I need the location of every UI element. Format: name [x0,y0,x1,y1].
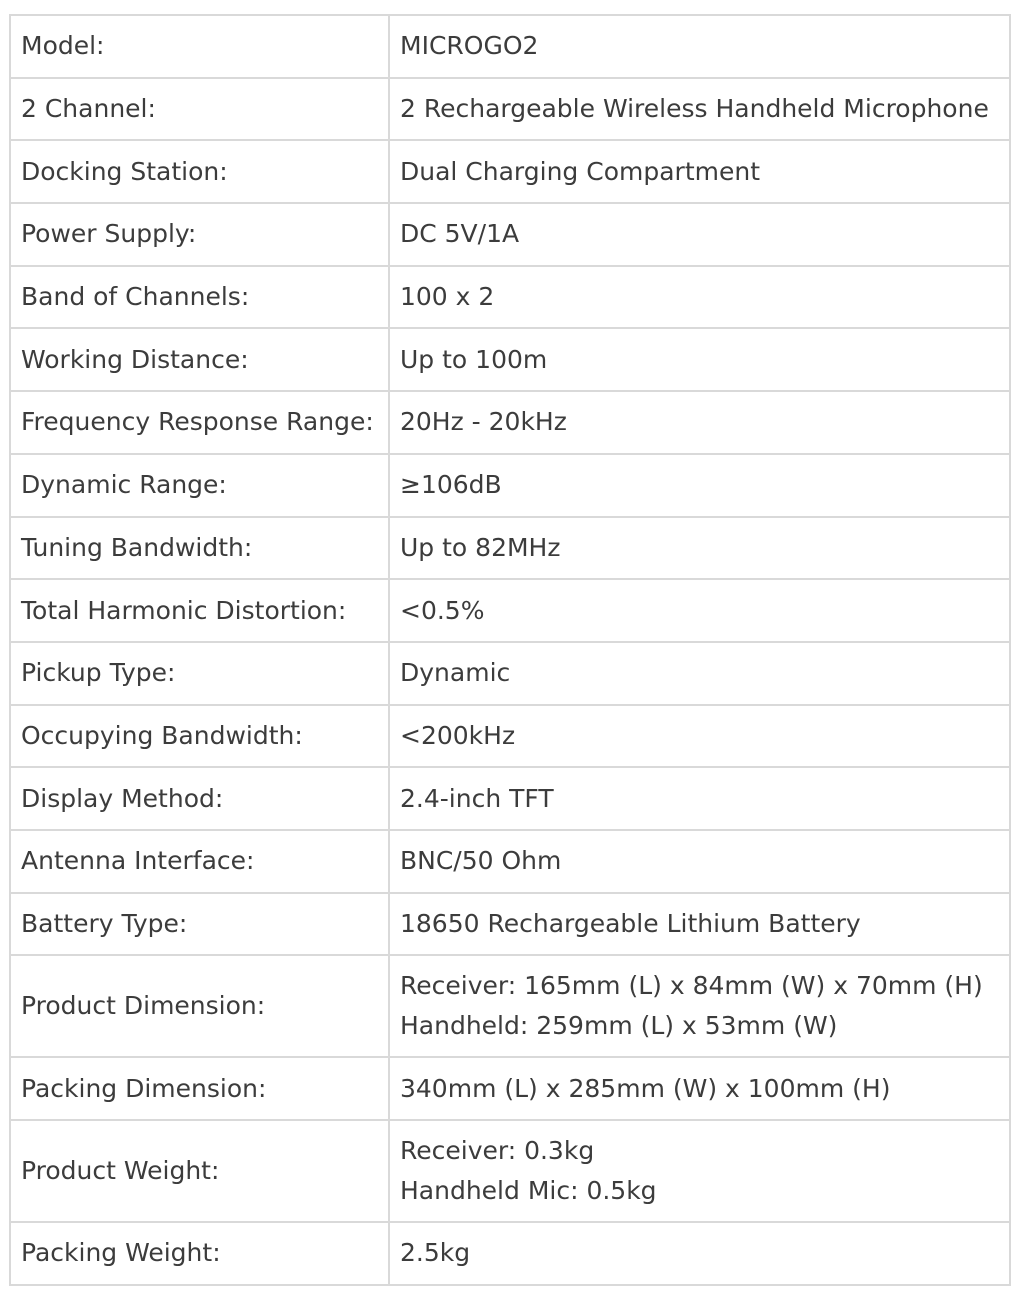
spec-value-line: 18650 Rechargeable Lithium Battery [400,908,861,938]
table-row [10,391,1010,454]
table-row [10,454,1010,517]
spec-label: Tuning Bandwidth: [10,517,389,580]
table-row [10,140,1010,203]
spec-label: Product Dimension: [10,955,389,1057]
spec-value [389,893,1010,956]
spec-label: 2 Channel: [10,78,389,141]
table-row [10,1222,1010,1285]
spec-label: Occupying Bandwidth: [10,705,389,768]
table-row [10,1057,1010,1120]
table-row [10,579,1010,642]
spec-label: Battery Type: [10,893,389,956]
spec-label: Packing Dimension: [10,1057,389,1120]
spec-value-line: 20Hz - 20kHz [400,407,567,437]
spec-label: Power Supply: [10,203,389,266]
spec-value [389,266,1010,329]
table-row [10,78,1010,141]
spec-label: Band of Channels: [10,266,389,329]
spec-value [389,391,1010,454]
spec-value [389,203,1010,266]
spec-label: Model: [10,15,389,78]
spec-value-line: <0.5% [400,595,485,625]
spec-value [389,767,1010,830]
table-row [10,830,1010,893]
spec-label: Packing Weight: [10,1222,389,1285]
spec-label: Product Weight: [10,1120,389,1222]
spec-value [389,1222,1010,1285]
spec-value [389,454,1010,517]
spec-value [389,78,1010,141]
spec-value-line: MICROGO2 [400,31,539,61]
spec-value [389,1120,1010,1222]
spec-value-line: <200kHz [400,720,516,750]
spec-value [389,830,1010,893]
spec-label: Total Harmonic Distortion: [10,579,389,642]
spec-value-line: Up to 82MHz [400,532,561,562]
spec-label: Working Distance: [10,328,389,391]
spec-value-line: Dynamic [400,658,511,688]
table-row [10,517,1010,580]
table-row [10,642,1010,705]
spec-value-line: 2.4-inch TFT [400,783,554,813]
spec-value [389,328,1010,391]
table-row [10,266,1010,329]
spec-value-line: Dual Charging Compartment [400,156,760,186]
spec-value-line: 2.5kg [400,1238,471,1268]
spec-label: Display Method: [10,767,389,830]
table-row [10,15,1010,78]
spec-value [389,705,1010,768]
spec-label: Dynamic Range: [10,454,389,517]
spec-value-line: BNC/50 Ohm [400,846,562,876]
spec-value-line: DC 5V/1A [400,219,520,249]
spec-value-line: Up to 100m [400,344,548,374]
spec-value [389,579,1010,642]
spec-value-line: 2 Rechargeable Wireless Handheld Microphone [400,94,989,124]
table-row [10,767,1010,830]
spec-value-line: Receiver: 0.3kg [400,1136,595,1165]
spec-label: Pickup Type: [10,642,389,705]
table-row [10,203,1010,266]
spec-value-line: Handheld Mic: 0.5kg [400,1176,657,1205]
table-row [10,705,1010,768]
table-row [10,1120,1010,1222]
spec-value [389,15,1010,78]
spec-value-line: 340mm (L) x 285mm (W) x 100mm (H) [400,1073,891,1103]
spec-table-container [9,14,1009,1286]
spec-value [389,955,1010,1057]
spec-table-body [10,15,1010,1285]
spec-label: Frequency Response Range: [10,391,389,454]
spec-value [389,642,1010,705]
spec-value-line: Handheld: 259mm (L) x 53mm (W) [400,1011,838,1041]
table-row [10,328,1010,391]
spec-value-line: ≥106dB [400,470,502,500]
spec-label: Docking Station: [10,140,389,203]
spec-value [389,1057,1010,1120]
spec-value [389,140,1010,203]
spec-table [9,14,1011,1286]
table-row [10,955,1010,1057]
table-row [10,893,1010,956]
spec-value-line: 100 x 2 [400,282,495,312]
spec-value [389,517,1010,580]
spec-label: Antenna Interface: [10,830,389,893]
spec-value-line: Receiver: 165mm (L) x 84mm (W) x 70mm (H) [400,971,983,1001]
